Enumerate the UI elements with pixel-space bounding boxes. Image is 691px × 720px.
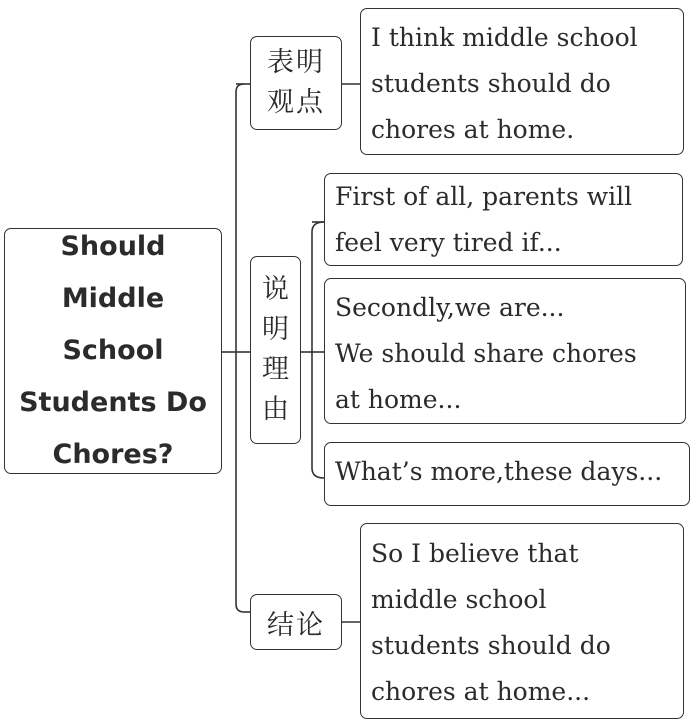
category-opinion: 表明观点	[250, 36, 342, 130]
central-topic-line: Middle	[61, 283, 165, 314]
opinion-statement: I think middle school students should do chores at home.	[360, 8, 684, 155]
reason-third: What’s more,these days...	[324, 442, 690, 506]
category-reason: 说明理由	[250, 256, 301, 444]
central-topic-line: School	[62, 335, 164, 366]
main-trunk	[236, 84, 244, 612]
reason-first: First of all, parents will feel very tired if...	[324, 173, 683, 266]
conclusion-statement: So I believe that middle school students should do chores at home...	[360, 523, 684, 719]
reason-second: Secondly,we are... We should share chores at home...	[324, 278, 686, 424]
reason-sub-trunk	[312, 222, 324, 478]
central-topic	[4, 228, 222, 474]
central-topic-line: Chores?	[52, 439, 174, 470]
category-conclusion: 结论	[250, 594, 342, 650]
central-topic-line: Should	[60, 231, 166, 262]
central-topic-line: Students Do	[19, 387, 207, 418]
